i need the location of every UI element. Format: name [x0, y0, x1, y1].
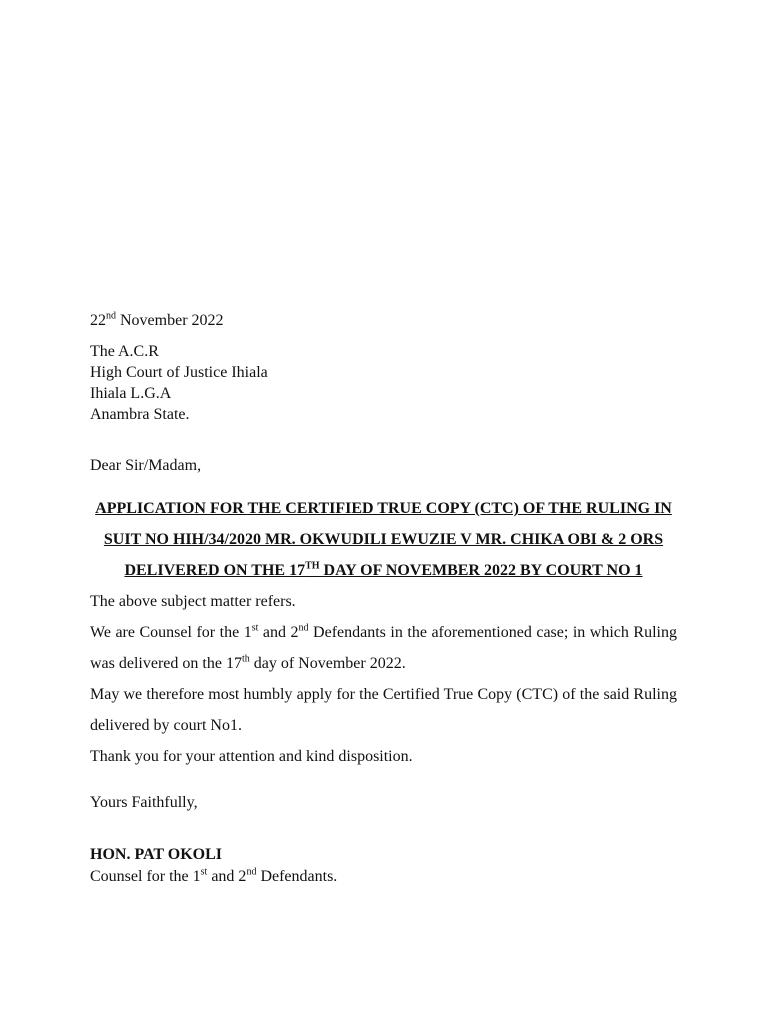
body-paragraph-3: May we therefore most humbly apply for the Certified True Copy (CTC) of the said Ruling delivered by court No1. [90, 686, 677, 734]
subject-text-part1: APPLICATION FOR THE CERTIFIED TRUE COPY (CTC) OF THE RULING IN SUIT NO HIH/34/2020 MR. OKWUDILI EWUZIE V MR. CHIKA OBI & 2 ORS DELIVERED ON THE 17 [95, 500, 672, 579]
subject-heading [90, 493, 677, 586]
address-line: The A.C.R [90, 343, 159, 360]
letter-date [90, 310, 677, 332]
subject-text-part2: DAY OF NOVEMBER 2022 BY COURT NO 1 [319, 562, 643, 579]
body-text: Defendants in the aforementioned case; in which Ruling was delivered on the 17 [90, 624, 677, 672]
date-day: 22 [90, 312, 106, 329]
address-line: Ihiala L.G.A [90, 385, 172, 402]
salutation: Dear Sir/Madam, [90, 457, 202, 474]
role-text: Counsel for the 1 [90, 868, 201, 885]
letter-content [90, 310, 677, 888]
body-paragraph-1: The above subject matter refers. [90, 593, 296, 610]
address-line: High Court of Justice Ihiala [90, 364, 268, 381]
letter-body [90, 586, 677, 772]
body-paragraph-4: Thank you for your attention and kind disposition. [90, 748, 413, 765]
date-rest: November 2022 [120, 312, 224, 329]
signatory-role [90, 866, 677, 888]
ordinal-sup: nd [298, 622, 309, 634]
body-paragraph-2 [90, 617, 677, 679]
subject-sup: TH [305, 560, 320, 572]
role-text: Defendants. [256, 868, 338, 885]
body-text: day of November 2022. [249, 655, 406, 672]
body-text: and 2 [258, 624, 299, 641]
ordinal-sup: st [251, 622, 259, 634]
closing: Yours Faithfully, [90, 794, 198, 811]
signature-block [90, 844, 677, 888]
ordinal-sup: th [241, 653, 250, 665]
signatory-name: HON. PAT OKOLI [90, 846, 223, 863]
date-day-suffix: nd [106, 310, 116, 322]
recipient-address [90, 341, 677, 425]
ordinal-sup: nd [246, 866, 257, 878]
body-text: We are Counsel for the 1 [90, 624, 252, 641]
role-text: and 2 [207, 868, 247, 885]
address-line: Anambra State. [90, 406, 190, 423]
ordinal-sup: st [200, 866, 208, 878]
